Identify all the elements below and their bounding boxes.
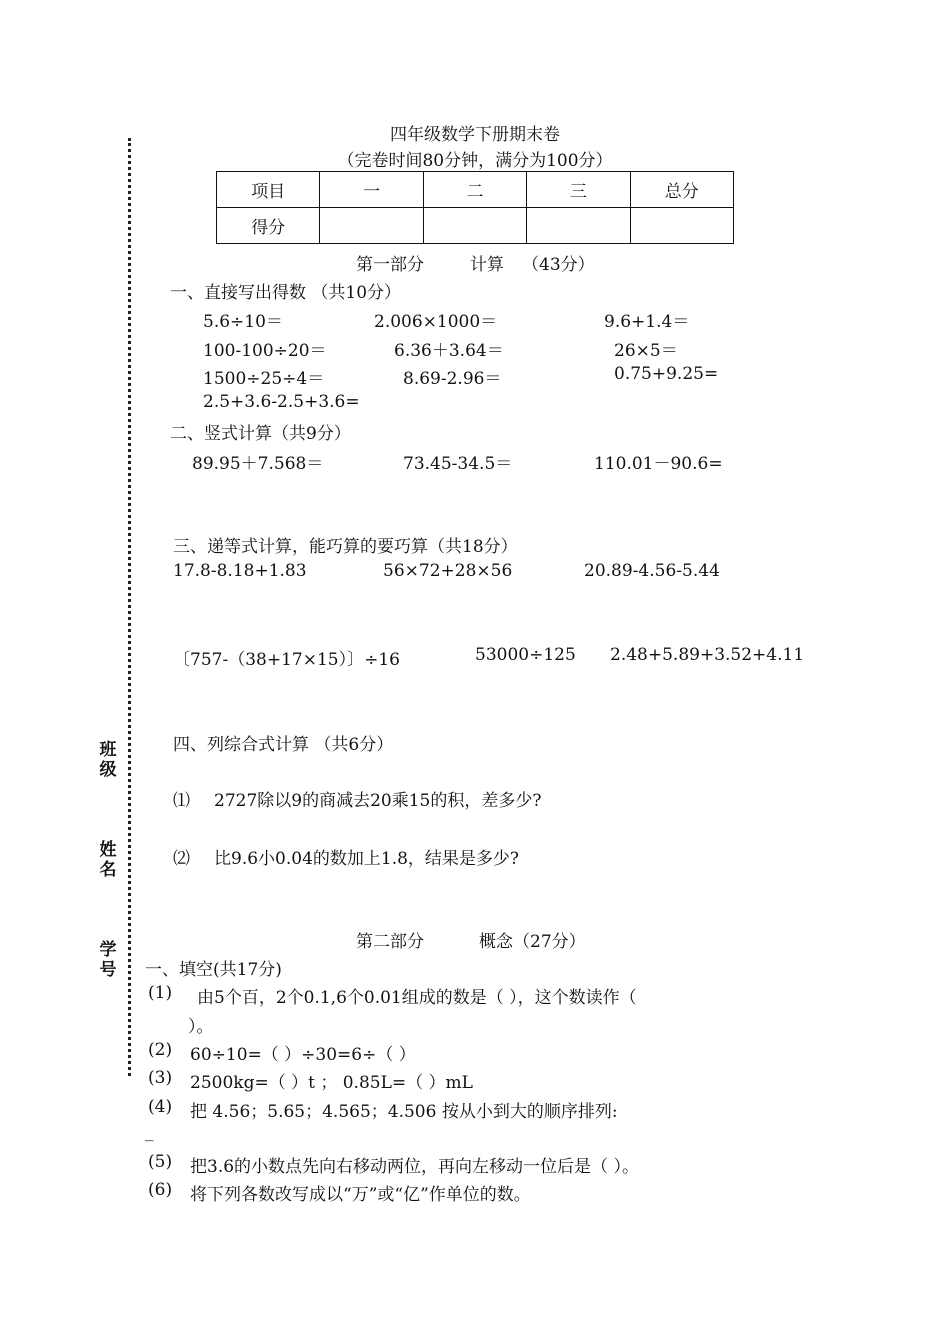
word-problem-text: 2727除以9的商减去20乘15的积，差多少? [214, 791, 542, 811]
fill-item-number: (3) [148, 1068, 173, 1088]
part1-title: 第一部分 [356, 255, 424, 275]
calc-item: 2.5+3.6-2.5+3.6= [203, 392, 360, 412]
fill-item-number: (4) [148, 1097, 173, 1117]
calc-item: 1500÷25÷4＝ [203, 369, 325, 389]
class-label [98, 740, 118, 780]
fill-item-text: 60÷10=（ ）÷30=6÷（ ） [190, 1045, 416, 1065]
number-label-char: 学 [99, 940, 117, 960]
name-label-char: 姓 [99, 840, 117, 860]
fill-answer-blank[interactable]: _ [145, 1122, 154, 1142]
part2-name: 概念（27分） [479, 932, 586, 952]
score-cell[interactable] [527, 208, 630, 244]
calc-item: 2.006×1000＝ [374, 312, 498, 332]
vertical-calc-item: 89.95＋7.568＝ [192, 454, 324, 474]
number-label-char: 号 [99, 960, 117, 980]
score-header-cell: 项目 [217, 172, 320, 208]
score-header-cell: 二 [423, 172, 526, 208]
stepwise-calc-item: 17.8-8.18+1.83 [173, 561, 307, 581]
part1-name: 计算 [470, 255, 504, 275]
part2-title: 第二部分 [356, 932, 424, 952]
fill-item-text: 由5个百，2个0.1,6个0.01组成的数是（ ），这个数读作（ [197, 988, 637, 1008]
calc-item: 100-100÷20＝ [203, 341, 327, 361]
score-table [216, 171, 734, 244]
name-label-char: 名 [99, 860, 117, 880]
score-cell[interactable] [630, 208, 733, 244]
fill-item-text: 2500kg=（ ）t ； 0.85L=（ ）mL [190, 1073, 473, 1093]
fill-item-number: (6) [148, 1180, 173, 1200]
calc-item: 5.6÷10＝ [203, 312, 283, 332]
word-problem-number: ⑴ [173, 791, 190, 811]
stepwise-calc-item: 56×72+28×56 [383, 561, 513, 581]
fill-item-text: 将下列各数改写成以“万”或“亿”作单位的数。 [190, 1185, 531, 1205]
calc-item: 8.69-2.96＝ [403, 369, 502, 389]
page-title: 四年级数学下册期末卷 [390, 125, 560, 145]
score-cell[interactable] [423, 208, 526, 244]
section1-title: 一、直接写出得数 （共10分） [170, 283, 402, 303]
name-label [98, 840, 118, 880]
stepwise-calc-item: 53000÷125 [475, 645, 576, 665]
page-subtitle: （完卷时间80分钟，满分为100分） [337, 151, 613, 171]
calc-item: 0.75+9.25= [614, 364, 719, 384]
part1-points: （43分） [522, 255, 595, 275]
student-number-label [98, 940, 118, 980]
score-header-cell: 三 [527, 172, 630, 208]
fill-item-number: (1) [148, 983, 173, 1003]
part2-section1-title: 一、填空(共17分) [145, 960, 282, 980]
vertical-calc-item: 110.01－90.6= [594, 454, 723, 474]
vertical-calc-item: 73.45-34.5＝ [403, 454, 513, 474]
calc-item: 26×5＝ [614, 341, 678, 361]
stepwise-calc-item: 2.48+5.89+3.52+4.11 [610, 645, 805, 665]
fill-item-text: 把 4.56；5.65；4.565；4.506 按从小到大的顺序排列: [190, 1102, 618, 1122]
calc-item: 6.36＋3.64＝ [394, 341, 504, 361]
stepwise-calc-item: 〔757-（38+17×15）〕÷16 [173, 650, 400, 670]
fill-item-number: (5) [148, 1152, 173, 1172]
score-table-header-row [217, 172, 734, 208]
section4-title: 四、列综合式计算 （共6分） [173, 735, 394, 755]
score-header-cell: 总分 [630, 172, 733, 208]
calc-item: 9.6+1.4＝ [604, 312, 690, 332]
word-problem-number: ⑵ [173, 849, 190, 869]
section2-title: 二、竖式计算（共9分） [170, 424, 351, 444]
fill-item-text-continued: ）。 [188, 1017, 214, 1037]
fill-item-number: (2) [148, 1040, 173, 1060]
class-label-char: 班 [99, 740, 117, 760]
score-header-cell: 一 [320, 172, 423, 208]
binding-dotted-line [128, 138, 131, 1076]
stepwise-calc-item: 20.89-4.56-5.44 [584, 561, 720, 581]
word-problem-text: 比9.6小0.04的数加上1.8，结果是多少? [214, 849, 520, 869]
score-cell[interactable] [320, 208, 423, 244]
score-table-score-row [217, 208, 734, 244]
score-row-label: 得分 [217, 208, 320, 244]
class-label-char: 级 [99, 760, 117, 780]
fill-item-text: 把3.6的小数点先向右移动两位，再向左移动一位后是（ ）。 [190, 1157, 639, 1177]
section3-title: 三、递等式计算，能巧算的要巧算（共18分） [173, 537, 518, 557]
